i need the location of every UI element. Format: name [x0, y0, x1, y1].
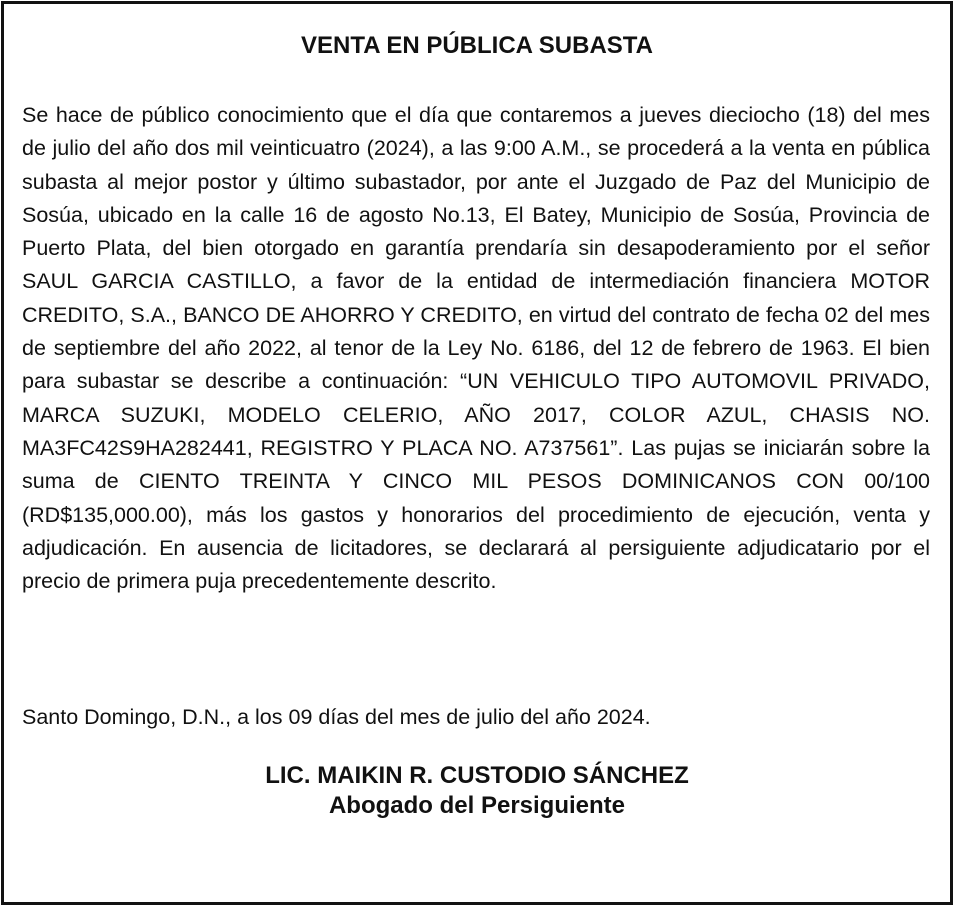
- legal-notice-box: [1, 1, 953, 905]
- notice-body: Se hace de público conocimiento que el día que contaremos a jueves dieciocho (18) del mes de julio del año dos mil veinticuatro (2024), a las 9:00 A.M., se procederá a la venta en pública subasta al mejor postor y último subastador, por ante el Juzgado de Paz del Municipio de Sosúa, ubicado en la calle 16 de agosto No.13, El Batey, Municipio de Sosúa, Provincia de Puerto Plata, del bien otorgado en garantía prendaría sin desapoderamiento por el señor SAUL GARCIA CASTILLO, a favor de la entidad de intermediación financiera MOTOR CREDITO, S.A., BANCO DE AHORRO Y CREDITO, en virtud del contrato de fecha 02 del mes de septiembre del año 2022, al tenor de la Ley No. 6186, del 12 de febrero de 1963. El bien para subastar se describe a continuación: “UN VEHICULO TIPO AUTOMOVIL PRIVADO, MARCA SUZUKI, MODELO CELERIO, AÑO 2017, COLOR AZUL, CHASIS NO. MA3FC42S9HA282441, REGISTRO Y PLACA NO. A737561”. Las pujas se iniciarán sobre la suma de CIENTO TREINTA Y CINCO MIL PESOS DOMINICANOS CON 00/100 (RD$135,000.00), más los gastos y honorarios del procedimiento de ejecución, venta y adjudicación. En ausencia de licitadores, se declarará al persiguiente adjudicatario por el precio de primera puja precedentemente descrito.: [22, 103, 930, 594]
- notice-title: VENTA EN PÚBLICA SUBASTA: [300, 32, 653, 59]
- place-and-date: Santo Domingo, D.N., a los 09 días del mes de julio del año 2024.: [22, 705, 651, 729]
- signatory-role: Abogado del Persiguiente: [328, 792, 626, 819]
- signatory-name: LIC. MAIKIN R. CUSTODIO SÁNCHEZ: [265, 762, 689, 789]
- signature-block: [4, 761, 950, 821]
